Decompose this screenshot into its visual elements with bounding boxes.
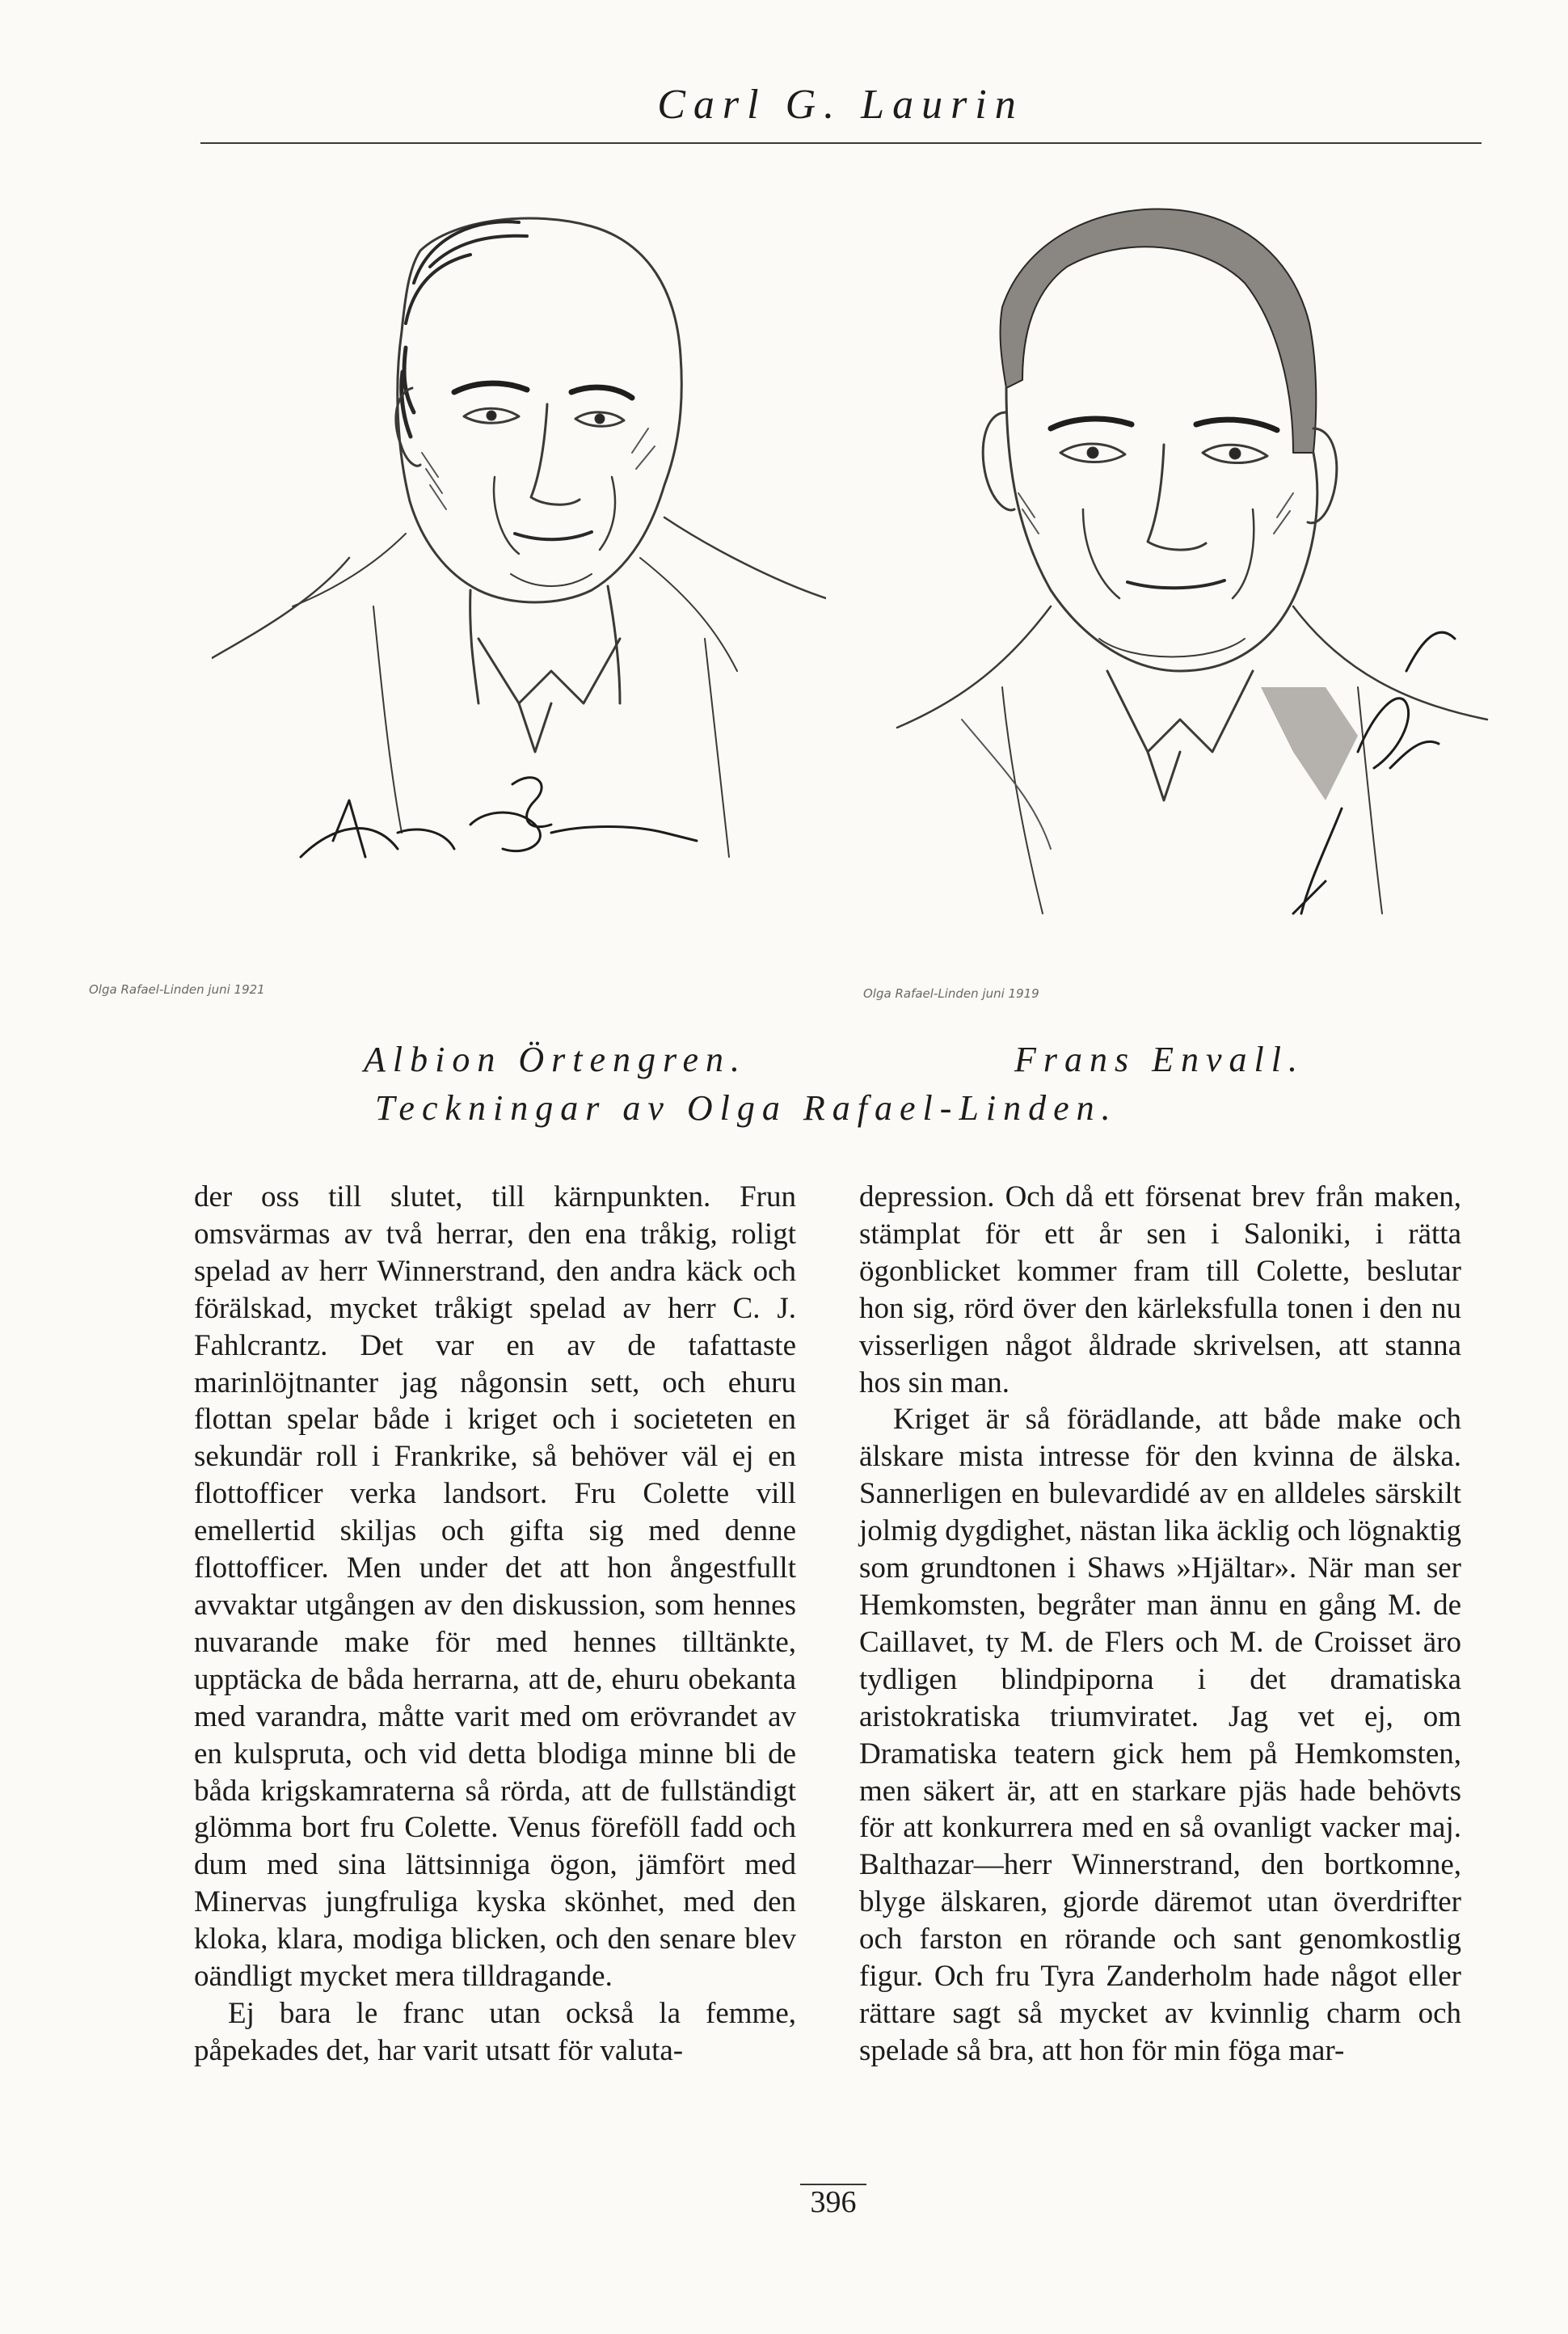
paragraph: Kriget är så förädlande, att både make och älskare mista intresse för den kvinna de älska. Sannerligen en bulevardidé av en alldeles särskilt jolmig dygdighet, nästan lika äcklig och lögnaktig som grundtonen i Shaws »Hjältar». När man ser Hemkomsten, begråter man ännu en gång M. de Caillavet, ty M. de Flers och M. de Croisset äro tydligen blindpiporna i det dramatiska aristokratiska triumviratet. Jag vet ej, om Dramatiska teatern gick hem på Hemkomsten, men säkert är, att en starkare pjäs hade behövts för att konkurrera med en så ovanligt vacker maj. Balthazar—herr Winnerstrand, den bortkomne, blyge älskaren, gjorde däremot utan överdrifter och farston en rörande och sant genomkostlig figur. Och fru Tyra Zanderholm hade något eller rättare sagt så mycket av kvinnlig charm och spelade så bra, att hon för min föga mar- — [859, 1403, 1461, 2067]
artist-signature-note-right: Olga Rafael-Linden juni 1919 — [863, 986, 1039, 1001]
paragraph: depression. Och då ett försenat brev från maken, stämplat för ett år sen i Saloniki, i rätta ögonblicket kommer fram till Colette, beslutar hon sig, rörd över den kärleksfulla tonen i den nu visserligen något åldrade skrivelsen, att stanna hos sin man. — [859, 1180, 1461, 1399]
caption-name-right: Frans Envall. — [1014, 1040, 1305, 1079]
text-column-left — [194, 1179, 796, 2070]
text-column-right — [859, 1179, 1461, 2070]
paragraph: Ej bara le franc utan också la femme, påpekades det, har varit utsatt för valuta- — [194, 1996, 796, 2067]
portrait-drawing-albion-ortengren — [212, 186, 826, 1019]
running-head: Carl G. Laurin — [657, 82, 1024, 128]
page-number: 396 — [810, 2185, 857, 2219]
caption-credit: Teckningar av Olga Rafael-Linden. — [375, 1088, 1118, 1128]
paragraph: der oss till slutet, till kärnpunkten. Frun omsvärmas av två herrar, den ena tråkig, roligt spelad av herr Winnerstrand, den andra käck och förälskad, mycket tråkigt spelad av herr C. J. Fahlcrantz. Det var en av de tafattaste marinlöjtnanter jag någonsin sett, och ehuru flottan spelar både i kriget och i societeten en sekundär roll i Frankrike, så behöver väl ej en flottofficer verka landsort. Fru Colette vill emellertid skiljas och gifta sig med denne flottofficer. Men under det att hon ångestfullt avvaktar utgången av den diskussion, som hennes nuvarande make för med hennes tilltänkte, upptäcka de båda herrarna, att de, ehuru obekanta med varandra, måtte varit med om erövrandet av en kulspruta, och vid detta blodiga minne bli de båda krigskamraterna så rörda, att de fullständigt glömma bort fru Colette. Venus föreföll fadd och dum med sina lättsinniga ögon, jämfört med Minervas jungfruliga kyska skönhet, med den kloka, klara, modiga blicken, och den senare blev oändligt mycket mera tilldragande. — [194, 1180, 796, 1994]
pencil-portrait-right — [841, 186, 1552, 1019]
artist-signature-note-left: Olga Rafael-Linden juni 1921 — [89, 982, 265, 997]
portrait-drawing-frans-envall — [841, 186, 1552, 1019]
caption-name-left: Albion Örtengren. — [364, 1040, 747, 1079]
header-rule — [200, 142, 1482, 144]
pencil-portrait-left — [212, 186, 826, 1019]
